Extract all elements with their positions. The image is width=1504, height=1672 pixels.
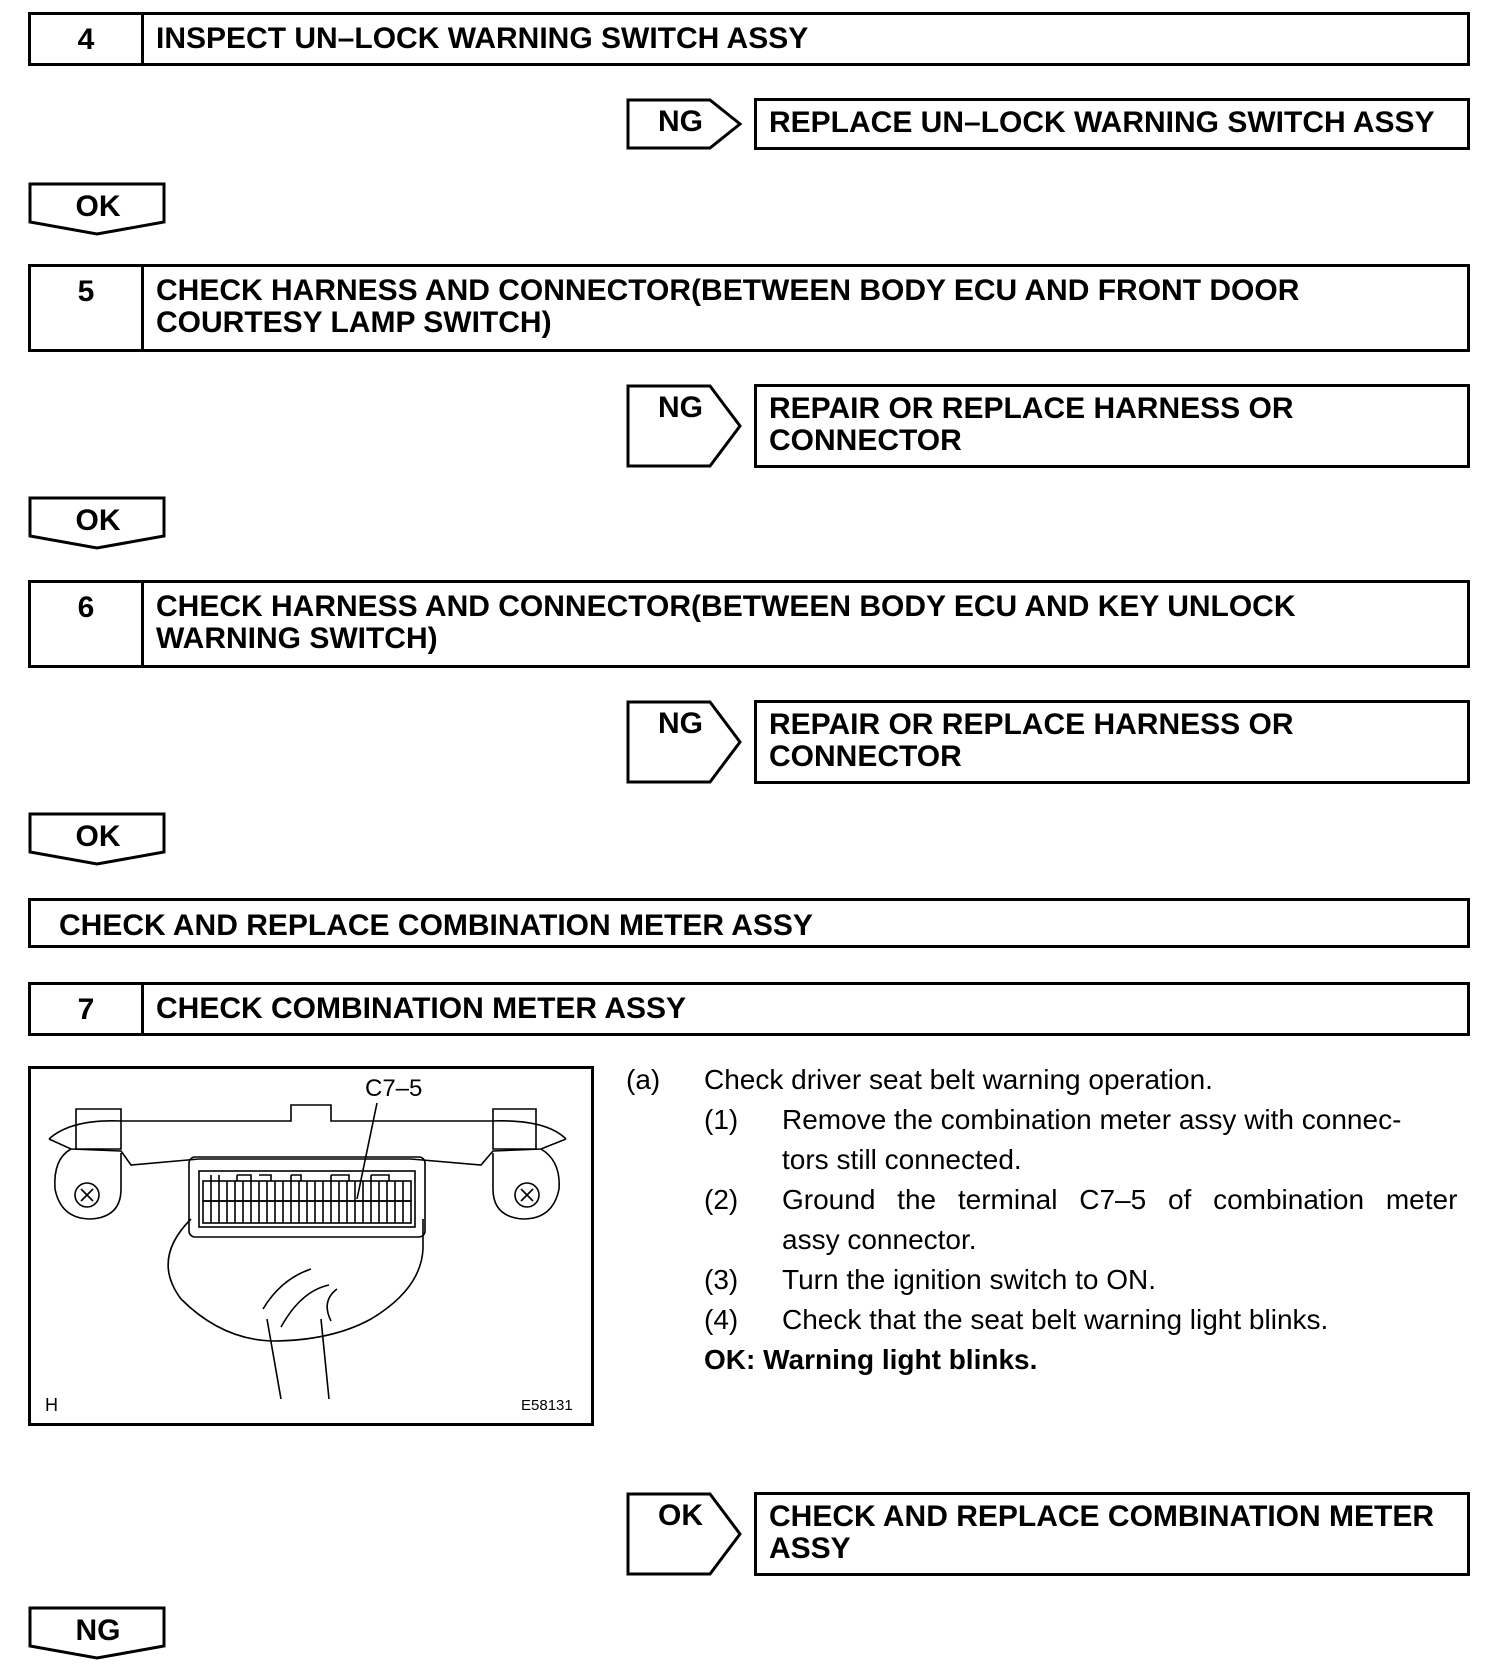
ng-arrow — [626, 700, 746, 784]
step-title — [144, 583, 1467, 665]
step-number: 7 — [31, 985, 144, 1033]
ng-label: NG — [658, 105, 703, 138]
instructions — [626, 1060, 1472, 1380]
step-5-header — [28, 264, 1470, 352]
ng-arrow — [626, 384, 746, 468]
item-1-line-2: tors still connected. — [782, 1144, 1022, 1175]
title-line-1: CHECK HARNESS AND CONNECTOR(BETWEEN BODY ECU AND KEY UNLOCK — [156, 590, 1296, 623]
item-4-marker: (4) — [704, 1304, 739, 1335]
step-number: 4 — [31, 15, 144, 63]
title-line-2: COURTESY LAMP SWITCH) — [156, 306, 552, 339]
item-2-marker: (2) — [704, 1184, 739, 1215]
ok-flow-arrow — [28, 496, 168, 552]
action-line-1: REPAIR OR REPLACE HARNESS OR — [769, 708, 1294, 741]
item-2-line-1 — [782, 1180, 1470, 1220]
step-number: 6 — [31, 583, 144, 665]
ng-flow-arrow — [28, 1606, 168, 1662]
step-4-header — [28, 12, 1470, 66]
action-line-2: CONNECTOR — [769, 424, 962, 457]
ok-flow-arrow — [28, 812, 168, 868]
ok-arrow — [626, 1492, 746, 1576]
item-1-line-1: Remove the combination meter assy with connec- — [782, 1104, 1402, 1135]
item-4-line-1: Check that the seat belt warning light blinks. — [782, 1304, 1329, 1335]
ok-label: OK — [658, 1499, 703, 1532]
section-header — [28, 898, 1470, 948]
step-4-ng-action — [754, 98, 1470, 150]
figure-id: E58131 — [521, 1397, 573, 1414]
step-number: 5 — [31, 267, 144, 349]
ok-result: OK: Warning light blinks. — [704, 1344, 1038, 1375]
item-2-line-2: assy connector. — [782, 1224, 977, 1255]
ok-label: OK — [75, 190, 121, 223]
action-text: REPLACE UN–LOCK WARNING SWITCH ASSY — [769, 106, 1435, 139]
item-3-marker: (3) — [704, 1264, 739, 1295]
title-line-2: WARNING SWITCH) — [156, 622, 438, 655]
section-title: CHECK AND REPLACE COMBINATION METER ASSY — [59, 909, 813, 942]
action-line-1: REPAIR OR REPLACE HARNESS OR — [769, 392, 1294, 425]
action-line-2: CONNECTOR — [769, 740, 962, 773]
step-6-header — [28, 580, 1470, 668]
step-5-ng-action — [754, 384, 1470, 468]
ng-label: NG — [75, 1614, 121, 1647]
corner-mark: H — [45, 1395, 58, 1415]
step-7-ok-action — [754, 1492, 1470, 1576]
ng-label: NG — [658, 707, 703, 740]
instruction-a-text: Check driver seat belt warning operation. — [704, 1064, 1213, 1095]
instruction-a-marker: (a) — [626, 1064, 661, 1095]
ok-label: OK — [75, 504, 121, 537]
step-title: CHECK COMBINATION METER ASSY — [156, 992, 687, 1025]
title-line-1: CHECK HARNESS AND CONNECTOR(BETWEEN BODY ECU AND FRONT DOOR — [156, 274, 1300, 307]
combination-meter-connector-drawing — [31, 1069, 591, 1423]
item-1-marker: (1) — [704, 1104, 739, 1135]
connector-illustration — [28, 1066, 594, 1426]
ng-label: NG — [658, 391, 703, 424]
ok-flow-arrow — [28, 182, 168, 238]
step-title — [144, 267, 1467, 349]
terminal-label: C7–5 — [365, 1075, 423, 1102]
ok-label: OK — [75, 820, 121, 853]
step-6-ng-action — [754, 700, 1470, 784]
action-line-1: CHECK AND REPLACE COMBINATION METER — [769, 1500, 1434, 1533]
item-2-line-1-text: Ground the terminal C7–5 of combination meter — [782, 1184, 1458, 1215]
item-3-line-1: Turn the ignition switch to ON. — [782, 1264, 1157, 1295]
ng-arrow — [626, 98, 746, 150]
action-line-2: ASSY — [769, 1532, 851, 1565]
step-title: INSPECT UN–LOCK WARNING SWITCH ASSY — [156, 22, 809, 55]
step-7-header — [28, 982, 1470, 1036]
